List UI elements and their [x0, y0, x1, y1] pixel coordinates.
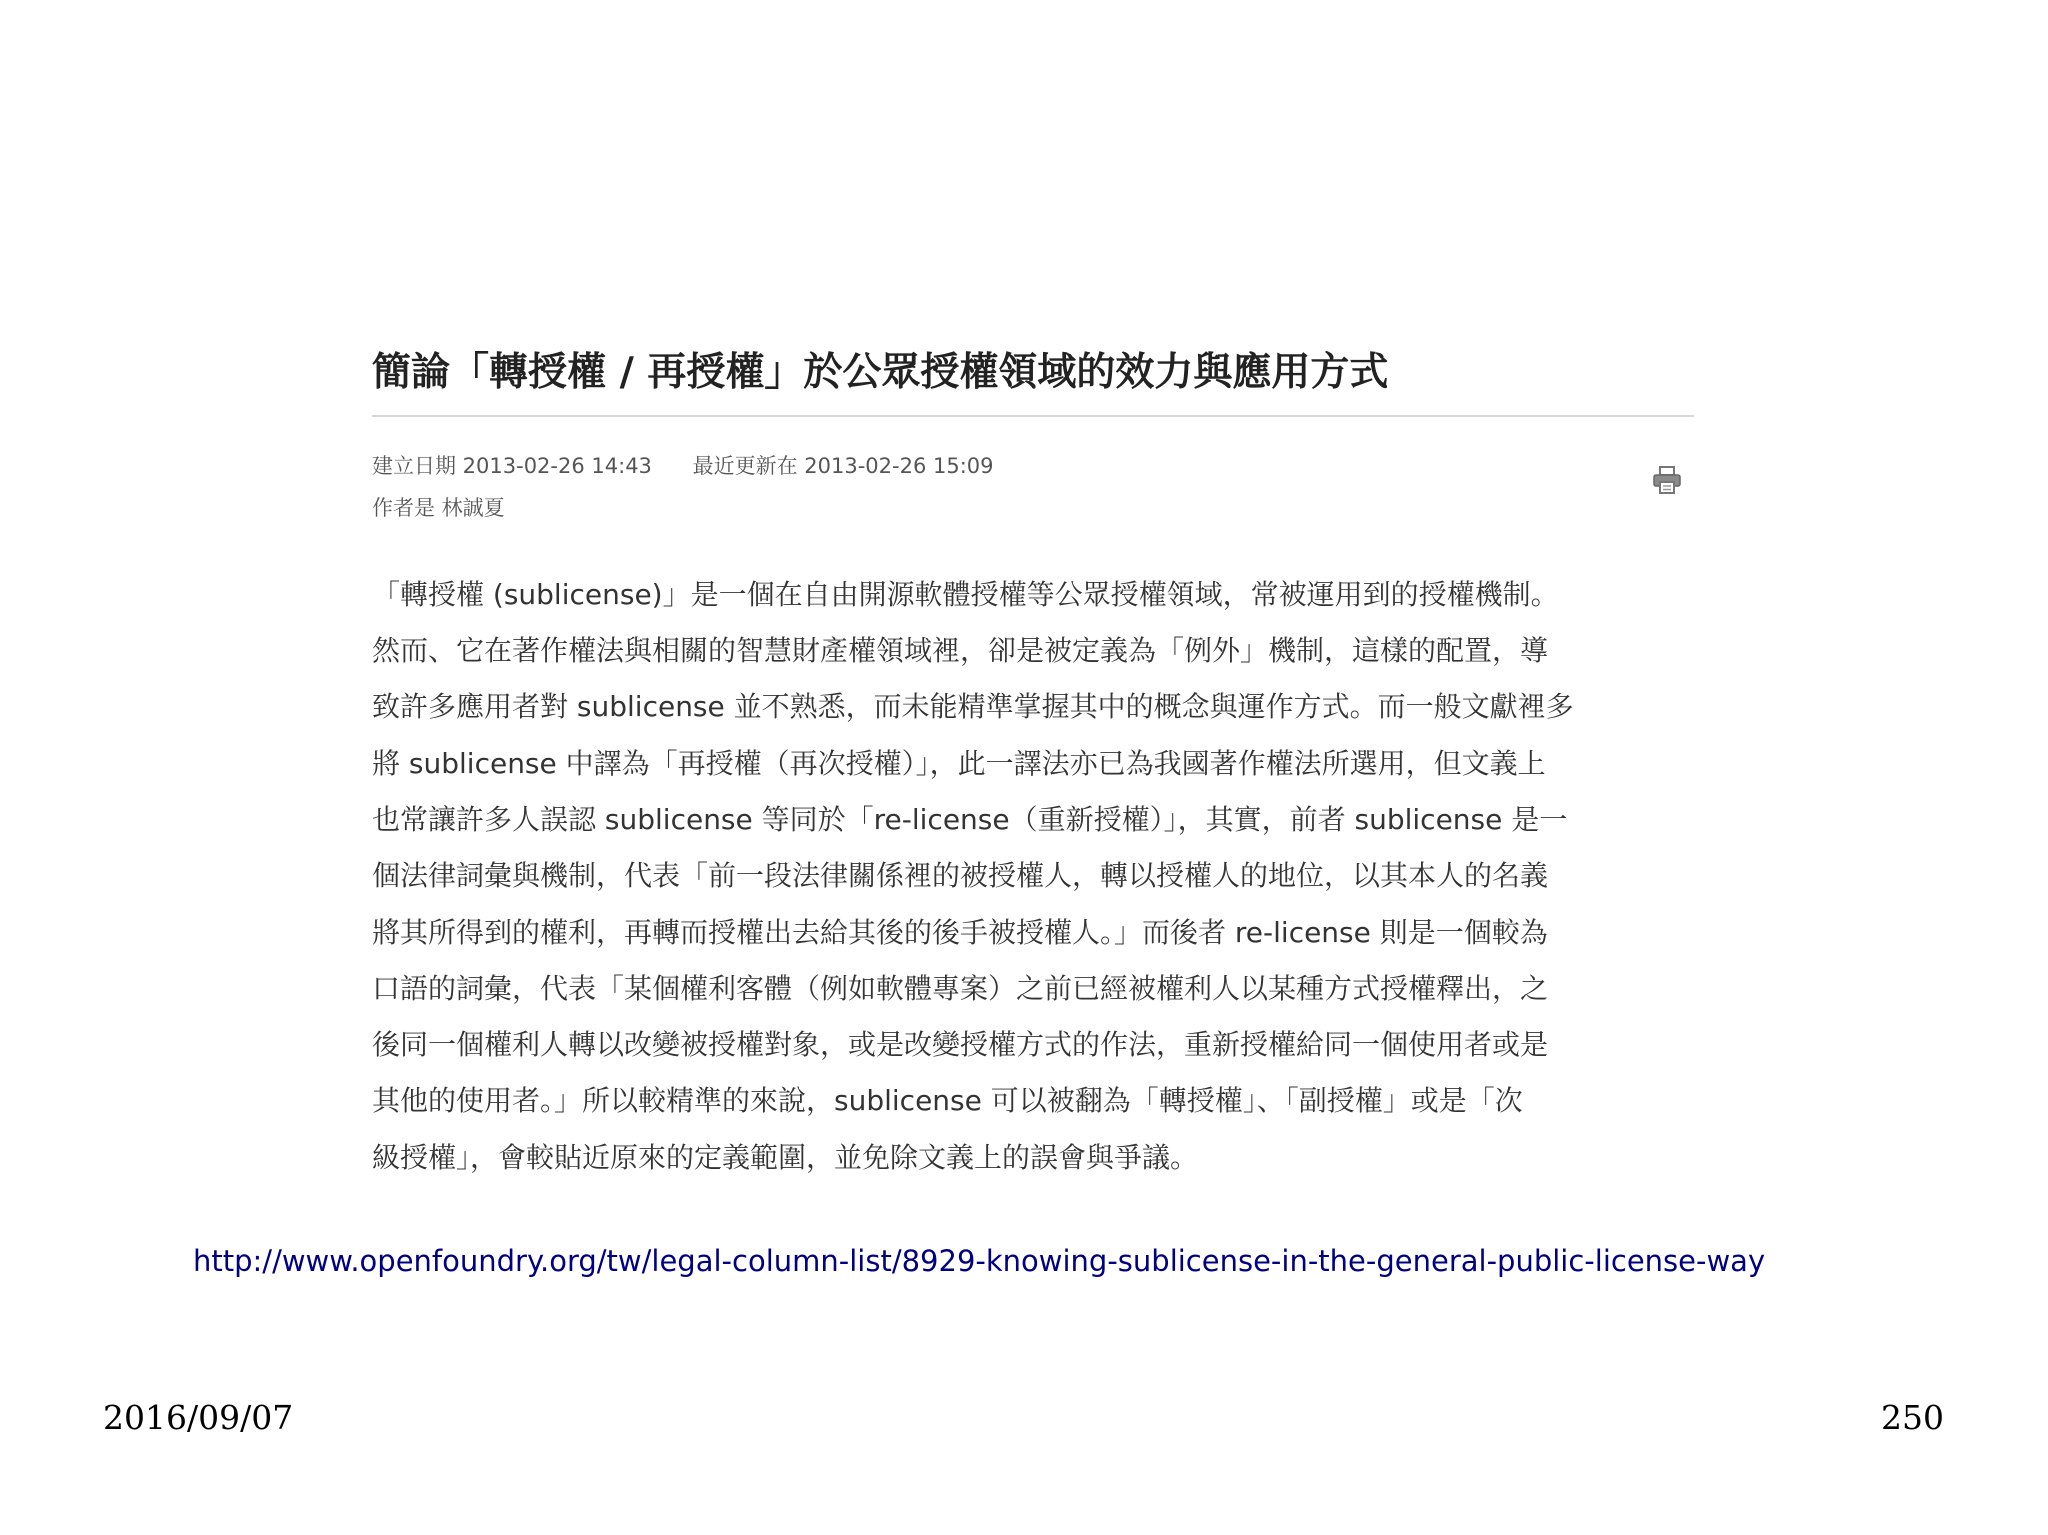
article-body — [372, 567, 1682, 1186]
body-line: 將 sublicense 中譯為「再授權（再次授權）」，此一譯法亦已為我國著作權法所選用，但文義上 — [372, 746, 1546, 780]
body-line: 也常讓許多人誤認 sublicense 等同於「re-license（重新授權）」，其實，前者 sublicense 是一 — [372, 802, 1568, 836]
created-date: 建立日期 2013-02-26 14:43 — [372, 453, 652, 478]
updated-date: 最近更新在 2013-02-26 15:09 — [692, 453, 994, 478]
source-url-link[interactable]: http://www.openfoundry.org/tw/legal-column-list/8929-knowing-sublicense-in-the-general-public-license-way — [193, 1244, 1766, 1278]
footer-date: 2016/09/07 — [103, 1398, 294, 1437]
article-meta — [372, 445, 1692, 529]
date-row — [372, 445, 1692, 487]
body-line: 「轉授權 (sublicense)」是一個在自由開源軟體授權等公眾授權領域，常被運用到的授權機制。 — [372, 577, 1559, 611]
body-line: 後同一個權利人轉以改變被授權對象，或是改變授權方式的作法，重新授權給同一個使用者或是 — [372, 1028, 1549, 1062]
page-number: 250 — [1881, 1398, 1944, 1437]
body-line: 個法律詞彙與機制，代表「前一段法律關係裡的被授權人，轉以授權人的地位，以其本人的名義 — [372, 859, 1549, 893]
author-line: 作者是 林誠夏 — [372, 495, 505, 520]
body-line: 級授權」，會較貼近原來的定義範圍，並免除文義上的誤會與爭議。 — [372, 1140, 1199, 1174]
body-line: 將其所得到的權利，再轉而授權出去給其後的後手被授權人。」而後者 re-license 則是一個較為 — [372, 915, 1548, 949]
body-line: 其他的使用者。」所以較精準的來說，sublicense 可以被翻為「轉授權」、「副授權」或是「次 — [372, 1084, 1523, 1118]
body-line: 然而、它在著作權法與相關的智慧財產權領域裡，卻是被定義為「例外」機制，這樣的配置，導 — [372, 634, 1549, 668]
print-icon[interactable] — [1652, 465, 1682, 495]
body-line: 口語的詞彙，代表「某個權利客體（例如軟體專案）之前已經被權利人以某種方式授權釋出，之 — [372, 971, 1549, 1005]
article-screenshot — [372, 350, 1692, 1186]
article-title: 簡論「轉授權 / 再授權」於公眾授權領域的效力與應用方式 — [372, 350, 1389, 395]
title-divider — [372, 415, 1694, 417]
body-line: 致許多應用者對 sublicense 並不熟悉，而未能精準掌握其中的概念與運作方式。而一般文獻裡多 — [372, 690, 1574, 724]
